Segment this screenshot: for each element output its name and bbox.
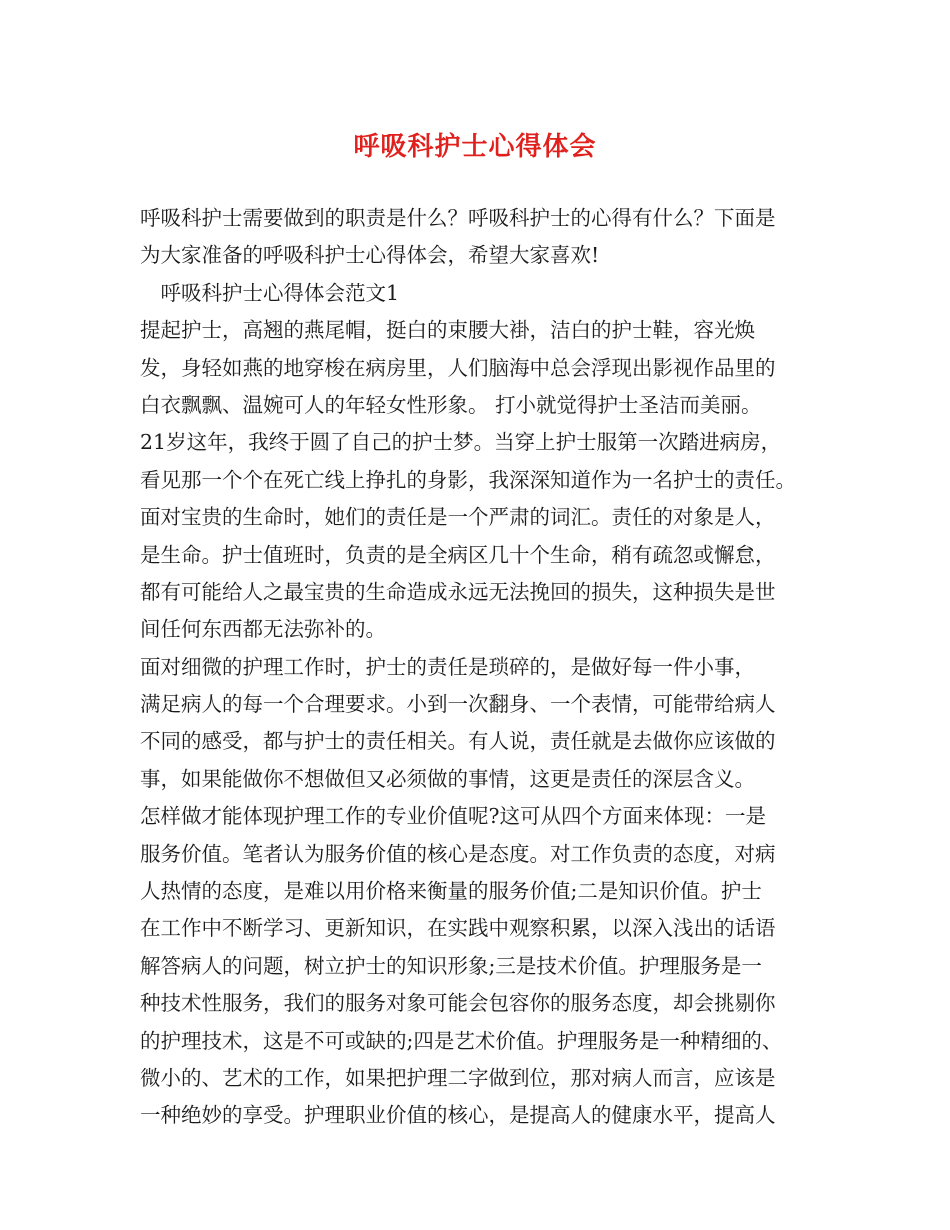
text-line: 都有可能给人之最宝贵的生命造成永远无法挽回的损失，这种损失是世 xyxy=(140,579,776,604)
text-line: 服务价值。笔者认为服务价值的核心是态度。对工作负责的态度，对病 xyxy=(140,841,776,866)
text-line: 为大家准备的呼吸科护士心得体会，希望大家喜欢! xyxy=(140,243,600,268)
text-line: 事，如果能做你不想做但又必须做的事情，这更是责任的深层含义。 xyxy=(140,766,755,791)
text-line: 不同的感受，都与护士的责任相关。有人说，责任就是去做你应该做的 xyxy=(140,729,776,754)
section-heading: 呼吸科护士心得体会范文1 xyxy=(140,280,400,305)
text-line: 间任何东西都无法弥补的。 xyxy=(140,617,386,642)
text-line: 看见那一个个在死亡线上挣扎的身影，我深深知道作为一名护士的责任。 xyxy=(140,467,796,492)
text-line: 的护理技术，这是不可或缺的;四是艺术价值。护理服务是一种精细的、 xyxy=(140,1028,783,1053)
text-line: 白衣飘飘、温婉可人的年轻女性形象。 打小就觉得护士圣洁而美丽。 xyxy=(140,392,762,417)
text-line: 21岁这年，我终于圆了自己的护士梦。当穿上护士服第一次踏进病房， xyxy=(140,430,782,455)
text-line: 解答病人的问题，树立护士的知识形象;三是技术价值。护理服务是一 xyxy=(140,953,762,978)
text-line: 在工作中不断学习、更新知识，在实践中观察积累，以深入浅出的话语 xyxy=(140,916,776,941)
document-title: 呼吸科护士心得体会 xyxy=(353,132,597,162)
text-line: 一种绝妙的享受。护理职业价值的核心，是提高人的健康水平，提高人 xyxy=(140,1103,776,1128)
text-line: 呼吸科护士需要做到的职责是什么？呼吸科护士的心得有什么？下面是 xyxy=(140,206,776,230)
text-line: 满足病人的每一个合理要求。小到一次翻身、一个表情，可能带给病人 xyxy=(140,692,776,717)
text-line: 发，身轻如燕的地穿梭在病房里，人们脑海中总会浮现出影视作品里的 xyxy=(140,355,776,380)
document-body xyxy=(140,200,830,1135)
text-line: 种技术性服务，我们的服务对象可能会包容你的服务态度，却会挑剔你 xyxy=(140,991,776,1016)
text-line: 面对细微的护理工作时，护士的责任是琐碎的，是做好每一件小事， xyxy=(140,654,755,679)
text-line: 面对宝贵的生命时，她们的责任是一个严肃的词汇。责任的对象是人， xyxy=(140,505,776,530)
text-line: 是生命。护士值班时，负责的是全病区几十个生命，稍有疏忽或懈怠， xyxy=(140,542,776,567)
text-line: 人热情的态度，是难以用价格来衡量的服务价值;二是知识价值。护士 xyxy=(140,879,762,904)
text-line: 微小的、艺术的工作，如果把护理二字做到位，那对病人而言，应该是 xyxy=(140,1065,776,1090)
text-line: 怎样做才能体现护理工作的专业价值呢?这可从四个方面来体现：一是 xyxy=(140,804,766,829)
text-line: 提起护士，高翘的燕尾帽，挺白的束腰大褂，洁白的护士鞋，容光焕 xyxy=(140,318,755,343)
